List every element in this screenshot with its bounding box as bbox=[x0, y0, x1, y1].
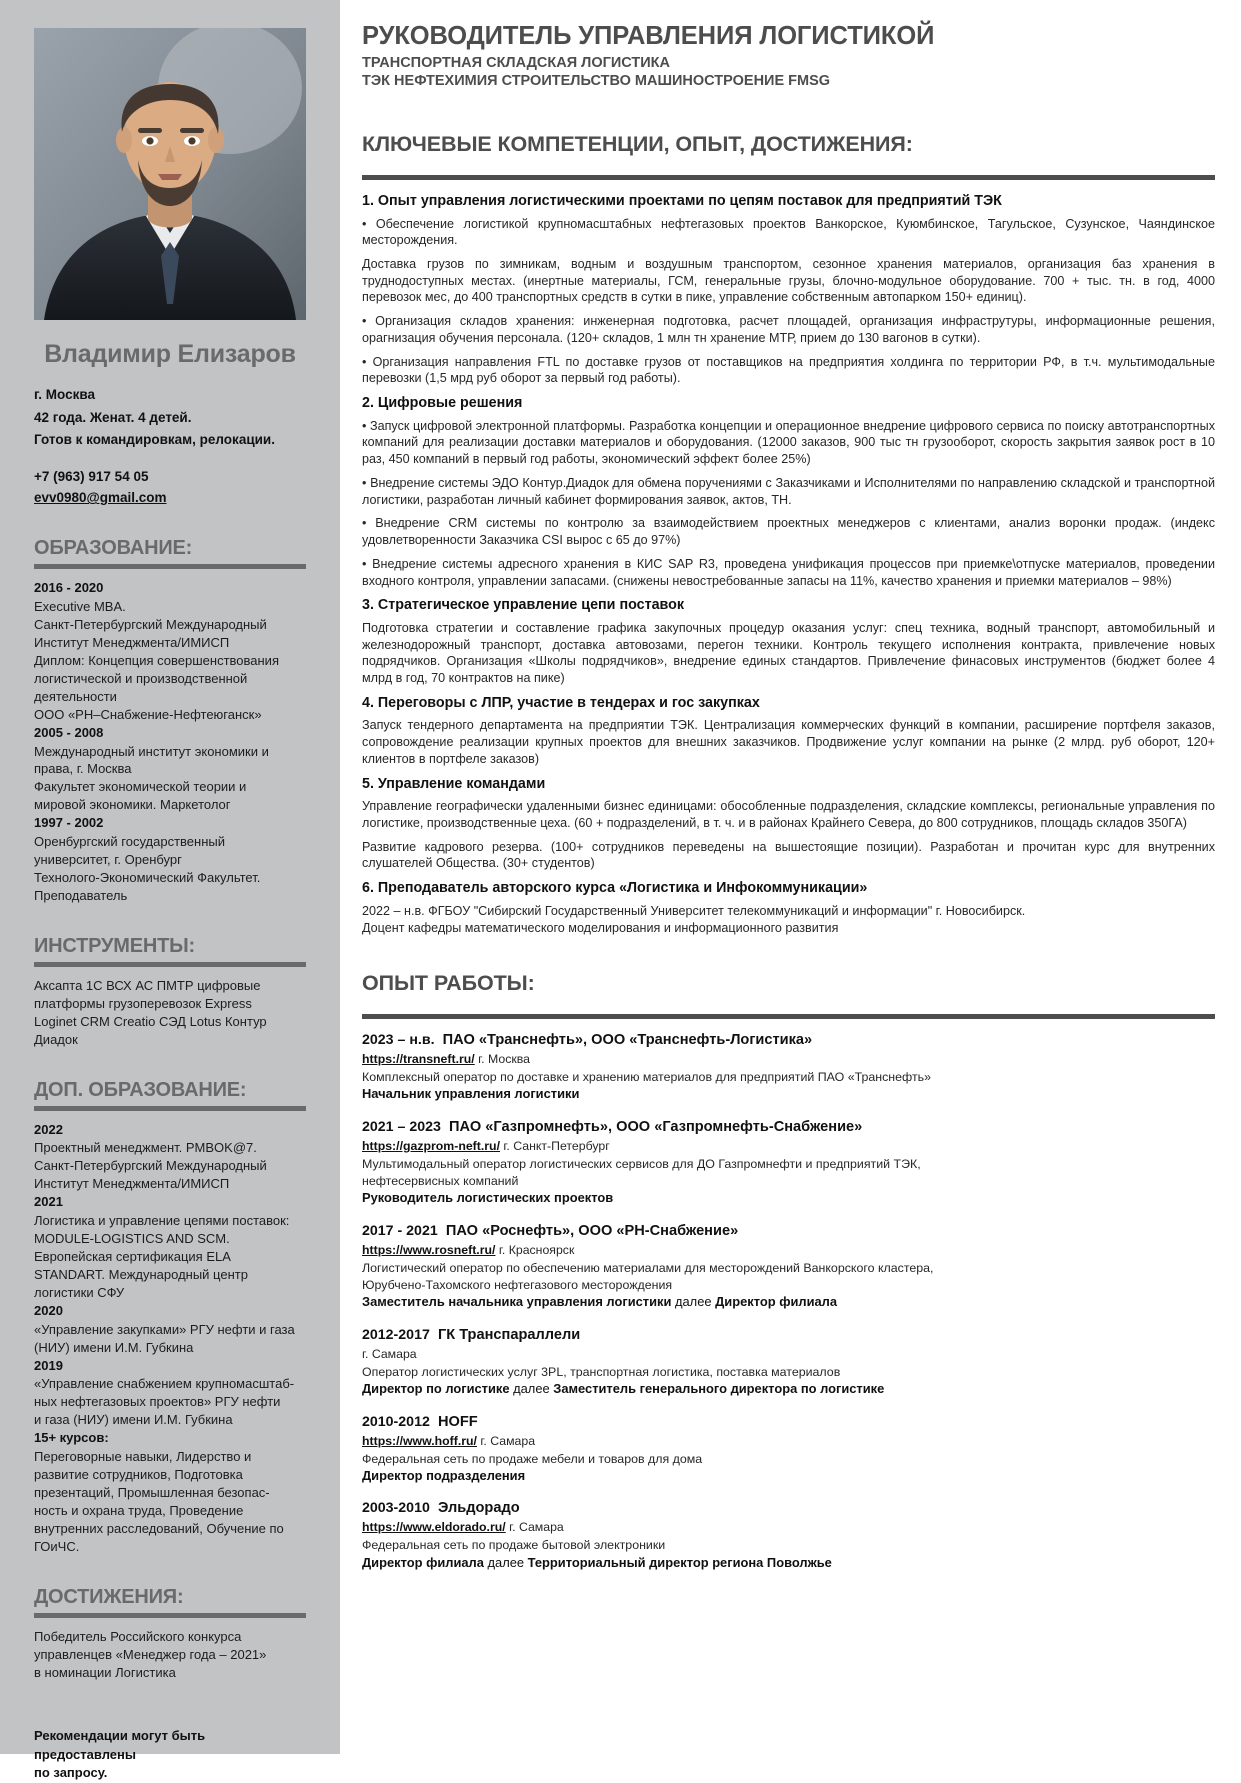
experience-role-connector: далее bbox=[483, 1554, 528, 1570]
experience-url-line bbox=[362, 1139, 1215, 1155]
education-heading: ОБРАЗОВАНИЕ: bbox=[34, 537, 193, 560]
experience-title bbox=[362, 1031, 1215, 1050]
education-detail: ООО «РН–Снабжение-Нефтеюганск» bbox=[34, 706, 262, 722]
extra-education-heading: ДОП. ОБРАЗОВАНИЕ: bbox=[34, 1078, 247, 1101]
education-entry bbox=[34, 724, 306, 815]
education-detail: Международный институт экономики и bbox=[34, 743, 269, 759]
education-divider bbox=[34, 564, 306, 569]
experience-role-secondary: Заместитель генерального директора по логистике bbox=[553, 1380, 885, 1396]
education-detail: Санкт-Петербургский Международный bbox=[34, 617, 267, 633]
competency-block bbox=[362, 394, 1215, 589]
contact-phone[interactable]: +7 (963) 917 54 05 bbox=[34, 468, 149, 484]
experience-role bbox=[362, 1468, 1215, 1485]
experience-role bbox=[362, 1381, 1215, 1398]
experience-divider bbox=[362, 1014, 1215, 1019]
tools-line: Loginet CRM Creatio СЭД Lotus Контур bbox=[34, 1013, 267, 1029]
experience-role-connector: далее bbox=[671, 1294, 716, 1310]
experience-url-line bbox=[362, 1052, 1215, 1068]
experience-role bbox=[362, 1190, 1215, 1207]
courses-detail: развитие сотрудников, Подготовка bbox=[34, 1466, 243, 1482]
extra-education-detail: «Управление закупками» РГУ нефти и газа bbox=[34, 1321, 295, 1337]
experience-description: Комплексный оператор по доставке и хранению материалов для предприятий ПАО «Транснефть» bbox=[362, 1069, 931, 1084]
extra-education-entry bbox=[34, 1429, 306, 1555]
tools-line: платформы грузоперевозок Express bbox=[34, 995, 252, 1011]
competency-paragraph: 2022 – н.в. ФГБОУ "Сибирский Государственный Университет телекоммуникаций и информации" г. Новосибирск. bbox=[362, 903, 1026, 918]
courses-detail: Переговорные навыки, Лидерство и bbox=[34, 1449, 252, 1464]
extra-education-detail: Институт Менеджмента/ИМИСП bbox=[34, 1176, 230, 1192]
experience-company: ПАО «Роснефть», ООО «РН-Снабжение» bbox=[445, 1222, 739, 1239]
experience-description: Оператор логистических услуг 3PL, транспортная логистика, поставка материалов bbox=[362, 1364, 841, 1379]
extra-education-detail: ных нефтегазовых проектов» РГУ нефти bbox=[34, 1394, 281, 1410]
experience-location: г. Москва bbox=[478, 1051, 530, 1066]
experience-role bbox=[362, 1555, 1215, 1572]
extra-education-detail: MODULE-LOGISTICS AND SCM. bbox=[34, 1231, 230, 1247]
experience-company: Эльдорадо bbox=[437, 1500, 520, 1517]
courses-detail: внутренних расследований, Обучение по bbox=[34, 1520, 284, 1536]
experience-description: Федеральная сеть по продаже мебели и товаров для дома bbox=[362, 1451, 703, 1466]
experience-url-line bbox=[362, 1243, 1215, 1259]
competency-block bbox=[362, 879, 1215, 937]
extra-education-years: 2021 bbox=[34, 1194, 63, 1210]
experience-title bbox=[362, 1499, 1215, 1518]
achievements-heading: ДОСТИЖЕНИЯ: bbox=[34, 1585, 184, 1608]
experience-entry bbox=[362, 1499, 1215, 1571]
experience-url-line bbox=[362, 1347, 1215, 1363]
competency-paragraph: • Внедрение системы адресного хранения в КИС SAP R3, проведена унификация процессов при приемке\отпуске материалов, проведении входного контроля, управлении запасами. (снижены невостребованные запасы на 11%, качество хранения и приемки материалов – 98%) bbox=[362, 556, 1215, 588]
competency-block bbox=[362, 192, 1215, 387]
education-detail: Институт Менеджмента/ИМИСП bbox=[34, 634, 230, 650]
competency-title: 5. Управление командами bbox=[362, 775, 546, 792]
extra-education-detail: Логистика и управление цепями поставок: bbox=[34, 1213, 290, 1229]
education-detail: мировой экономики. Маркетолог bbox=[34, 797, 231, 813]
extra-education-entry bbox=[34, 1357, 306, 1430]
extra-education-entry bbox=[34, 1193, 306, 1302]
experience-role-primary: Директор подразделения bbox=[362, 1467, 526, 1483]
experience-period: 2012-2017 bbox=[362, 1326, 430, 1343]
extra-education-entry bbox=[34, 1121, 306, 1194]
competency-paragraph: Подготовка стратегии и составление графика закупочных процедур оказания услуг: спец техника, водный транспорт, автомобильный и железнодорожный транспорт, доставка автовозами, перегон техники. Контроль текущего исполнения контракта, привлечение новых подрядчиков. Организация «Школы подрядчиков», внедрение единых стандартов. Привлечение финасовых инструментов (бюджет более 4 млрд в год, 70 контрактов на пике) bbox=[362, 620, 1215, 686]
references-note bbox=[34, 1727, 306, 1782]
contact-relocation: Готов к командировкам, релокации. bbox=[34, 432, 275, 448]
education-detail: Executive MBA. bbox=[34, 599, 126, 615]
experience-location: г. Самара bbox=[509, 1520, 564, 1535]
experience-location: г. Самара bbox=[362, 1346, 417, 1361]
education-years: 1997 - 2002 bbox=[34, 815, 104, 831]
references-line: по запросу. bbox=[34, 1765, 108, 1781]
extra-education-detail: Европейская сертификация ELA bbox=[34, 1248, 231, 1264]
experience-company: HOFF bbox=[437, 1413, 478, 1430]
competency-paragraph: Доцент кафедры математического моделирования и информационного развития bbox=[362, 921, 839, 936]
person-name: Владимир Елизаров bbox=[44, 340, 296, 368]
competency-title: 6. Преподаватель авторского курса «Логистика и Инфокоммуникации» bbox=[362, 880, 868, 897]
competency-paragraph: Доставка грузов по зимникам, водным и воздушным транспортом, сезонное хранения материалов, организация баз хранения в труднодоступных местах. (инертные материалы, ГСМ, генеральные грузы, блочно-модульное оборудование. 700 + тыс. тн. в год, 4000 перевозок мес, до 400 транспортных средств в сутки в пике, управление собственным автопарком 150+ единиц). bbox=[362, 256, 1215, 305]
experience-period: 2017 - 2021 bbox=[362, 1222, 438, 1239]
competency-block bbox=[362, 694, 1215, 768]
education-detail: университет, г. Оренбург bbox=[34, 852, 182, 868]
experience-heading: ОПЫТ РАБОТЫ: bbox=[362, 971, 535, 996]
page-title: РУКОВОДИТЕЛЬ УПРАВЛЕНИЯ ЛОГИСТИКОЙ bbox=[362, 22, 935, 50]
experience-role-primary: Заместитель начальника управления логистики bbox=[362, 1294, 672, 1310]
competencies-heading: КЛЮЧЕВЫЕ КОМПЕТЕНЦИИ, ОПЫТ, ДОСТИЖЕНИЯ: bbox=[362, 132, 913, 157]
extra-education-years: 2019 bbox=[34, 1357, 63, 1373]
experience-url-line bbox=[362, 1520, 1215, 1536]
achievement-line: Победитель Российского конкурса bbox=[34, 1628, 242, 1644]
extra-education-years: 2022 bbox=[34, 1121, 63, 1137]
courses-detail: презентаций, Промышленная безопас- bbox=[34, 1484, 270, 1500]
achievement-line: в номинации Логистика bbox=[34, 1664, 176, 1680]
main-column bbox=[340, 0, 1241, 1754]
education-entry bbox=[34, 579, 306, 723]
experience-description: Логистический оператор по обеспечению материалами для месторождений Ванкорского кластера, bbox=[362, 1260, 934, 1275]
experience-role bbox=[362, 1086, 1215, 1103]
experience-url[interactable]: https://www.eldorado.ru/ bbox=[362, 1520, 506, 1535]
contact-email-link[interactable]: evv0980@gmail.com bbox=[34, 490, 167, 506]
tools-line: Аксапта 1С ВСХ АС ПМТР цифровые bbox=[34, 977, 261, 993]
extra-education-detail: Санкт-Петербургский Международный bbox=[34, 1158, 267, 1174]
education-years: 2016 - 2020 bbox=[34, 580, 104, 596]
competency-block bbox=[362, 596, 1215, 687]
experience-role-secondary: Директор филиала bbox=[715, 1294, 838, 1310]
achievement-line: управленцев «Менеджер года – 2021» bbox=[34, 1646, 267, 1662]
experience-entry bbox=[362, 1326, 1215, 1398]
education-detail: Факультет экономической теории и bbox=[34, 779, 247, 795]
experience-url[interactable]: https://www.rosneft.ru/ bbox=[362, 1242, 496, 1257]
extra-education-detail: (НИУ) имени И.М. Губкина bbox=[34, 1339, 194, 1355]
experience-role-primary: Директор по логистике bbox=[362, 1380, 510, 1396]
profile-photo bbox=[34, 28, 306, 320]
sidebar bbox=[0, 0, 340, 1781]
courses-detail: ность и охрана труда, Проведение bbox=[34, 1502, 244, 1518]
extra-education-entry bbox=[34, 1302, 306, 1357]
education-detail: права, г. Москва bbox=[34, 761, 132, 777]
education-entry bbox=[34, 814, 306, 905]
courses-detail: ГОиЧС. bbox=[34, 1538, 80, 1554]
experience-role-primary: Начальник управления логистики bbox=[362, 1086, 580, 1102]
competency-paragraph: • Внедрение CRM системы по контролю за взаимодействием проектных менеджеров с клиентами, анализ воронки продаж. (индекс удовлетворенности Заказчика CSI вырос с 65 до 97%) bbox=[362, 516, 1215, 548]
contact-city: г. Москва bbox=[34, 387, 95, 402]
competency-paragraph: Развитие кадрового резерва. (100+ сотрудников переведены на вышестоящие позиции). Разработан и прочитан курс для внутренних слушателей Общества. (30+ студентов) bbox=[362, 839, 1215, 871]
experience-description: Юрубчено-Тахомского нефтегазового месторождения bbox=[362, 1277, 673, 1292]
extra-education-detail: Проектный менеджмент. PMBOK@7. bbox=[34, 1140, 257, 1156]
competency-paragraph: Запуск тендерного департамента на предприятии ТЭК. Централизация коммерческих функций в компании, расширение портфеля заказов, сопровождение реализации крупных проектов для внешних заказчиков. Продвижение услуг компании на рынке (2 млрд. руб оборот, 120+ клиентов в портфеле заказов) bbox=[362, 718, 1215, 766]
achievements-divider bbox=[34, 1613, 306, 1618]
competency-block bbox=[362, 775, 1215, 873]
experience-role bbox=[362, 1294, 1215, 1311]
extra-education-years: 2020 bbox=[34, 1302, 63, 1318]
competency-title: 3. Стратегическое управление цепи поставок bbox=[362, 597, 685, 614]
competencies-divider bbox=[362, 175, 1215, 180]
experience-url[interactable]: https://www.hoff.ru/ bbox=[362, 1433, 477, 1448]
experience-location: г. Красноярск bbox=[498, 1242, 575, 1257]
education-detail: логистической и производственной bbox=[34, 670, 248, 686]
competency-paragraph: • Обеспечение логистикой крупномасштабных нефтегазовых проектов Ванкорское, Куюмбинское, Тагульское, Сузунское, Чаяндинское месторождения. bbox=[362, 216, 1215, 248]
tools-heading: ИНСТРУМЕНТЫ: bbox=[34, 934, 195, 957]
competency-paragraph: • Организация направления FTL по доставке грузов от поставщиков на предприятия холдинга по территории РФ, в т.ч. мультимодальные перевозки (1,5 мрд руб оборот за первый год работы). bbox=[362, 354, 1215, 386]
education-detail: деятельности bbox=[34, 688, 117, 704]
experience-entry bbox=[362, 1118, 1215, 1207]
experience-period: 2010-2012 bbox=[362, 1413, 430, 1430]
extra-education-detail: и газа (НИУ) имени И.М. Губкина bbox=[34, 1412, 233, 1428]
experience-entry bbox=[362, 1222, 1215, 1311]
experience-period: 2023 – н.в. bbox=[362, 1032, 435, 1048]
extra-education-detail: STANDART. Международный центр bbox=[34, 1266, 248, 1282]
courses-count-label: 15+ курсов: bbox=[34, 1430, 109, 1446]
page-subtitle-line-2: ТЭК НЕФТЕХИМИЯ СТРОИТЕЛЬСТВО МАШИНОСТРОЕНИЕ FMSG bbox=[362, 72, 831, 89]
experience-description: нефтесервисных компаний bbox=[362, 1173, 519, 1188]
education-detail: Преподаватель bbox=[34, 887, 128, 903]
experience-title bbox=[362, 1413, 1215, 1432]
experience-title bbox=[362, 1118, 1215, 1137]
experience-company: ГК Транспараллели bbox=[437, 1326, 581, 1343]
education-detail: Технолого-Экономический Факультет. bbox=[34, 869, 261, 885]
experience-period: 2021 – 2023 bbox=[362, 1118, 441, 1135]
competency-title: 4. Переговоры с ЛПР, участие в тендерах и гос закупках bbox=[362, 694, 760, 711]
experience-url[interactable]: https://gazprom-neft.ru/ bbox=[362, 1138, 500, 1153]
competency-paragraph: • Запуск цифровой электронной платформы. Разработка концепции и операционное внедрение цифрового сервиса по поиску автотранспортных компаний для реализации доставки материалов и оборудования. (12000 заказов, 900 тыс тн грузооборот, скорость закрытия заявок рост в 10 раз, 450 компаний в первый год работы, экономический эффект более 25%) bbox=[362, 418, 1215, 467]
extra-education-divider bbox=[34, 1106, 306, 1111]
experience-role-primary: Директор филиала bbox=[362, 1554, 484, 1570]
experience-description: Мультимодальный оператор логистических сервисов для ДО Газпромнефти и предприятий ТЭК, bbox=[362, 1156, 921, 1171]
experience-description: Федеральная сеть по продаже бытовой электроники bbox=[362, 1538, 666, 1553]
experience-company: ПАО «Транснефть», ООО «Транснефть-Логистика» bbox=[442, 1032, 813, 1048]
competency-paragraph: Управление географически удаленными бизнес единицами: обособленные подразделения, складские комплексы, региональные управления по логистике, производственные цеха. (60 + подразделений, в т. ч. и в районах Крайнего Севера, до 800 сотрудников, площадь складов 350ГА) bbox=[362, 799, 1215, 830]
competency-paragraph: • Организация складов хранения: инженерная подготовка, расчет площадей, организация инфраструтуры, информационные решения, орагнизация обучения персонала. (120+ складов, 1 млн тн хранение МТР, прием до 130 вагонов в сутки). bbox=[362, 314, 1215, 345]
experience-title bbox=[362, 1326, 1215, 1345]
experience-role-connector: далее bbox=[509, 1380, 554, 1396]
experience-entry bbox=[362, 1413, 1215, 1485]
education-detail: Диплом: Концепция совершенствования bbox=[34, 652, 279, 668]
competency-title: 1. Опыт управления логистическими проектами по цепям поставок для предприятий ТЭК bbox=[362, 192, 1002, 209]
references-line: Рекомендации могут быть предоставлены bbox=[34, 1728, 206, 1762]
contact-personal: 42 года. Женат. 4 детей. bbox=[34, 409, 192, 425]
experience-entry bbox=[362, 1031, 1215, 1103]
tools-divider bbox=[34, 962, 306, 967]
competency-title: 2. Цифровые решения bbox=[362, 395, 523, 412]
experience-location: г. Самара bbox=[480, 1433, 536, 1448]
experience-role-secondary: Территориальный директор региона Поволжье bbox=[527, 1554, 832, 1570]
experience-title bbox=[362, 1222, 1215, 1241]
education-detail: Оренбургский государственный bbox=[34, 834, 225, 850]
extra-education-detail: логистики СФУ bbox=[34, 1284, 125, 1300]
page-subtitle-line-1: ТРАНСПОРТНАЯ СКЛАДСКАЯ ЛОГИСТИКА bbox=[362, 54, 670, 71]
experience-role-primary: Руководитель логистических проектов bbox=[362, 1190, 614, 1206]
experience-url-line bbox=[362, 1434, 1215, 1450]
extra-education-detail: «Управление снабжением крупномасштаб- bbox=[34, 1376, 295, 1392]
tools-line: Диадок bbox=[34, 1031, 78, 1047]
education-years: 2005 - 2008 bbox=[34, 724, 104, 740]
spacer bbox=[34, 453, 306, 467]
experience-company: ПАО «Газпромнефть», ООО «Газпромнефть-Снабжение» bbox=[449, 1118, 863, 1135]
competency-paragraph: • Внедрение системы ЭДО Контур.Диадок для обмена поручениями с Заказчиками и Исполнителями по направлению складской и транспортной логистики, разработан личный кабинет формирования заявок, актов, ТН. bbox=[362, 475, 1215, 507]
experience-url[interactable]: https://transneft.ru/ bbox=[362, 1051, 475, 1066]
experience-location: г. Санкт-Петербург bbox=[503, 1138, 610, 1153]
experience-period: 2003-2010 bbox=[362, 1500, 430, 1517]
